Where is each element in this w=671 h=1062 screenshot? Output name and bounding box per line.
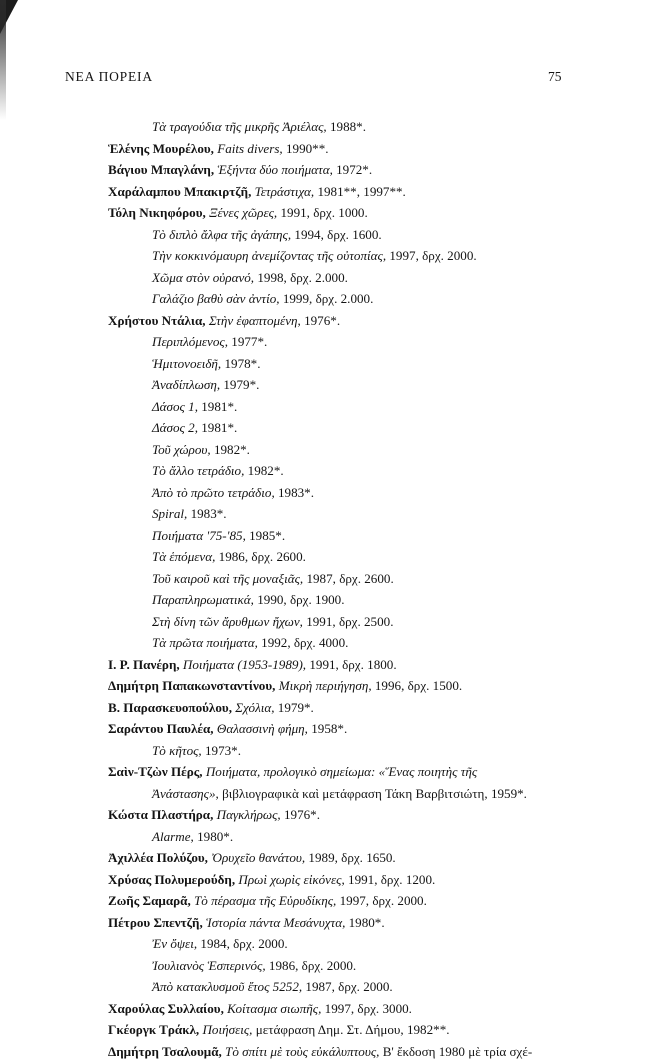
publication-details: 1997, δρχ. 3000. <box>321 1001 412 1016</box>
publication-details: 1997, δρχ. 2000. <box>336 893 427 908</box>
book-title: Ποιήματα (1953-1989), <box>180 657 306 672</box>
publication-details: 1992, δρχ. 4000. <box>258 635 349 650</box>
bibliography-line <box>108 718 608 740</box>
book-title: Τὸ πέρασμα τῆς Εὐρυδίκης, <box>191 893 337 908</box>
publication-details: 1996, δρχ. 1500. <box>372 678 463 693</box>
book-title: Ἰουλιανὸς Ἑσπερινός, <box>152 958 266 973</box>
bibliography-line <box>108 353 608 375</box>
publication-details: 1985*. <box>246 528 285 543</box>
author-name: Ι. Ρ. Πανέρη, <box>108 657 180 672</box>
bibliography-line <box>108 331 608 353</box>
publication-details: 1979*. <box>220 377 259 392</box>
author-name: Γκέοργκ Τράκλ, <box>108 1022 199 1037</box>
bibliography-line <box>108 310 608 332</box>
bibliography-line <box>108 589 608 611</box>
book-title: Τὸ σπίτι μὲ τοὺς εὐκάλυπτους, <box>222 1044 380 1059</box>
author-name: Σαράντου Παυλέα, <box>108 721 214 736</box>
publication-details: 1980*. <box>345 915 384 930</box>
publication-details: 1987, δρχ. 2000. <box>302 979 393 994</box>
bibliography-line <box>108 374 608 396</box>
author-name: Χρήστου Ντάλια, <box>108 313 206 328</box>
author-name: Πέτρου Σπεντζῆ, <box>108 915 203 930</box>
book-title: Ἀνάστασης», <box>152 786 219 801</box>
book-title: Ἱστορία πάντα Μεσάνυχτα, <box>203 915 346 930</box>
bibliography-line <box>108 568 608 590</box>
bibliography-line <box>108 1041 608 1062</box>
bibliography-line <box>108 202 608 224</box>
publication-details: 1991, δρχ. 1000. <box>277 205 368 220</box>
book-title: Παγκλήρως, <box>213 807 280 822</box>
bibliography-line <box>108 890 608 912</box>
book-title: Τὰ τραγούδια τῆς μικρῆς Ἀριέλας, <box>152 119 327 134</box>
bibliography-line <box>108 869 608 891</box>
author-name: Χρύσας Πολυμερούδη, <box>108 872 235 887</box>
publication-details: 1976*. <box>281 807 320 822</box>
page-edge-shadow <box>0 0 6 120</box>
book-title: Ξένες χῶρες, <box>206 205 277 220</box>
publication-details: 1999, δρχ. 2.000. <box>280 291 374 306</box>
bibliography-line <box>108 675 608 697</box>
book-title: Θαλασσινὴ φήμη, <box>214 721 308 736</box>
book-title: Ἀπὸ τὸ πρῶτο τετράδιο, <box>152 485 275 500</box>
author-name: Ζωῆς Σαμαρᾶ, <box>108 893 191 908</box>
bibliography-line <box>108 267 608 289</box>
publication-details: 1998, δρχ. 2.000. <box>254 270 348 285</box>
book-title: Ποιήματα, προλογικὸ σημείωμα: «Ἕνας ποιητὴς τῆς <box>203 764 478 779</box>
publication-details: μετάφραση Δημ. Στ. Δήμου, 1982**. <box>252 1022 449 1037</box>
bibliography-line <box>108 439 608 461</box>
publication-details: 1977*. <box>228 334 267 349</box>
bibliography-line <box>108 783 608 805</box>
bibliography-list <box>108 116 608 1062</box>
bibliography-line <box>108 417 608 439</box>
author-name: Χαρούλας Συλλαίου, <box>108 1001 224 1016</box>
publication-details: 1973*. <box>202 743 241 758</box>
bibliography-line <box>108 933 608 955</box>
bibliography-line <box>108 998 608 1020</box>
bibliography-line <box>108 611 608 633</box>
author-name: Ἑλένης Μουρέλου, <box>108 141 214 156</box>
bibliography-line <box>108 138 608 160</box>
author-name: Τόλη Νικηφόρου, <box>108 205 206 220</box>
book-title: Alarme, <box>152 829 194 844</box>
publication-details: 1976*. <box>301 313 340 328</box>
publication-details: 1978*. <box>221 356 260 371</box>
bibliography-line <box>108 159 608 181</box>
bibliography-line <box>108 697 608 719</box>
bibliography-line <box>108 525 608 547</box>
bibliography-line <box>108 224 608 246</box>
bibliography-line <box>108 181 608 203</box>
bibliography-line <box>108 976 608 998</box>
running-head: ΝΕΑ ΠΟΡΕΙΑ <box>65 69 561 85</box>
author-name: Ἀχιλλέα Πολύζου, <box>108 850 208 865</box>
book-title: Τὸ διπλὸ ἄλφα τῆς ἀγάπης, <box>152 227 291 242</box>
book-title: Τὸ ἄλλο τετράδιο, <box>152 463 244 478</box>
publication-details: 1981*. <box>198 420 237 435</box>
bibliography-line <box>108 955 608 977</box>
book-title: Γαλάζιο βαθὺ σὰν ἀντίο, <box>152 291 280 306</box>
publication-details: 1981*. <box>198 399 237 414</box>
bibliography-line <box>108 761 608 783</box>
publication-details: 1979*. <box>275 700 314 715</box>
book-title: Ἐν ὄψει, <box>152 936 197 951</box>
book-title: Spiral, <box>152 506 187 521</box>
bibliography-line <box>108 288 608 310</box>
author-name: Δημήτρη Τσαλουμᾶ, <box>108 1044 222 1059</box>
book-title: Ἡμιτονοειδῆ, <box>152 356 221 371</box>
publication-details: 1989, δρχ. 1650. <box>305 850 396 865</box>
book-title: Κοίτασμα σιωπῆς, <box>224 1001 322 1016</box>
bibliography-line <box>108 396 608 418</box>
book-title: Σχόλια, <box>232 700 275 715</box>
publication-details: 1991, δρχ. 1200. <box>345 872 436 887</box>
book-title: Χῶμα στὸν οὐρανό, <box>152 270 254 285</box>
bibliography-line <box>108 912 608 934</box>
publication-details: 1982*. <box>211 442 250 457</box>
publication-details: 1983*. <box>275 485 314 500</box>
book-title: Ἑξήντα δύο ποιήματα, <box>214 162 333 177</box>
book-title: Ἀπὸ κατακλυσμοῦ ἔτος 5252, <box>152 979 302 994</box>
bibliography-line <box>108 740 608 762</box>
book-title: Δάσος 2, <box>152 420 198 435</box>
book-title: Ποιήσεις, <box>199 1022 252 1037</box>
author-name: Βάγιου Μπαγλάνη, <box>108 162 214 177</box>
bibliography-line <box>108 482 608 504</box>
book-title: Τὰ πρῶτα ποιήματα, <box>152 635 258 650</box>
publication-details: 1990**. <box>283 141 329 156</box>
author-name: Κώστα Πλαστήρα, <box>108 807 213 822</box>
bibliography-line <box>108 654 608 676</box>
author-name: Χαράλαμπου Μπακιρτζῆ, <box>108 184 251 199</box>
publication-details: 1980*. <box>194 829 233 844</box>
publication-details: 1991, δρχ. 1800. <box>306 657 397 672</box>
book-title: Τὸ κῆτος, <box>152 743 202 758</box>
publication-details: 1981**, 1997**. <box>314 184 406 199</box>
publication-details: 1994, δρχ. 1600. <box>291 227 382 242</box>
publication-details: 1986, δρχ. 2600. <box>215 549 306 564</box>
publication-details: 1986, δρχ. 2000. <box>266 958 357 973</box>
author-name: Δημήτρη Παπακωνσταντίνου, <box>108 678 275 693</box>
publication-details: Β' ἔκδοση 1980 μὲ τρία σχέ- <box>379 1044 532 1059</box>
author-name: Σαὶν-Τζὼν Πέρς, <box>108 764 203 779</box>
publication-details: 1984, δρχ. 2000. <box>197 936 288 951</box>
book-title: Περιπλόμενος, <box>152 334 228 349</box>
publication-details: 1983*. <box>187 506 226 521</box>
bibliography-line <box>108 116 608 138</box>
bibliography-line <box>108 460 608 482</box>
publication-details: 1997, δρχ. 2000. <box>386 248 477 263</box>
bibliography-line <box>108 1019 608 1041</box>
book-title: Παραπληρωματικά, <box>152 592 254 607</box>
book-title: Πρωὶ χωρὶς εἰκόνες, <box>235 872 345 887</box>
publication-details: βιβλιογραφικὰ καὶ μετάφραση Τάκη Βαρβιτσιώτη, 1959*. <box>219 786 527 801</box>
book-title: Τετράστιχα, <box>251 184 314 199</box>
book-title: Τὴν κοκκινόμαυρη ἀνεμίζοντας τῆς οὐτοπίας, <box>152 248 386 263</box>
book-title: Ὀρυχεῖο θανάτου, <box>208 850 305 865</box>
bibliography-line <box>108 245 608 267</box>
bibliography-line <box>108 503 608 525</box>
book-title: Τοῦ καιροῦ καὶ τῆς μοναξιᾶς, <box>152 571 303 586</box>
publication-details: 1982*. <box>244 463 283 478</box>
book-title: Στὴν ἐφαπτομένη, <box>206 313 301 328</box>
bibliography-line <box>108 632 608 654</box>
publication-details: 1972*. <box>333 162 372 177</box>
book-title: Στὴ δίνη τῶν ἄρυθμων ἤχων, <box>152 614 303 629</box>
book-title: Ἀναδίπλωση, <box>152 377 220 392</box>
publication-details: 1958*. <box>308 721 347 736</box>
bibliography-line <box>108 804 608 826</box>
book-title: Δάσος 1, <box>152 399 198 414</box>
author-name: Β. Παρασκευοπούλου, <box>108 700 232 715</box>
publication-details: 1990, δρχ. 1900. <box>254 592 345 607</box>
publication-details: 1991, δρχ. 2500. <box>303 614 394 629</box>
publication-details: 1988*. <box>327 119 366 134</box>
bibliography-line <box>108 847 608 869</box>
book-title: Faits divers, <box>214 141 283 156</box>
book-title: Τὰ ἑπόμενα, <box>152 549 215 564</box>
bibliography-line <box>108 826 608 848</box>
book-title: Ποιήματα '75-'85, <box>152 528 246 543</box>
page-number: 75 <box>548 69 562 85</box>
book-title: Μικρὴ περιήγηση, <box>275 678 371 693</box>
bibliography-line <box>108 546 608 568</box>
book-title: Τοῦ χώρου, <box>152 442 211 457</box>
publication-details: 1987, δρχ. 2600. <box>303 571 394 586</box>
